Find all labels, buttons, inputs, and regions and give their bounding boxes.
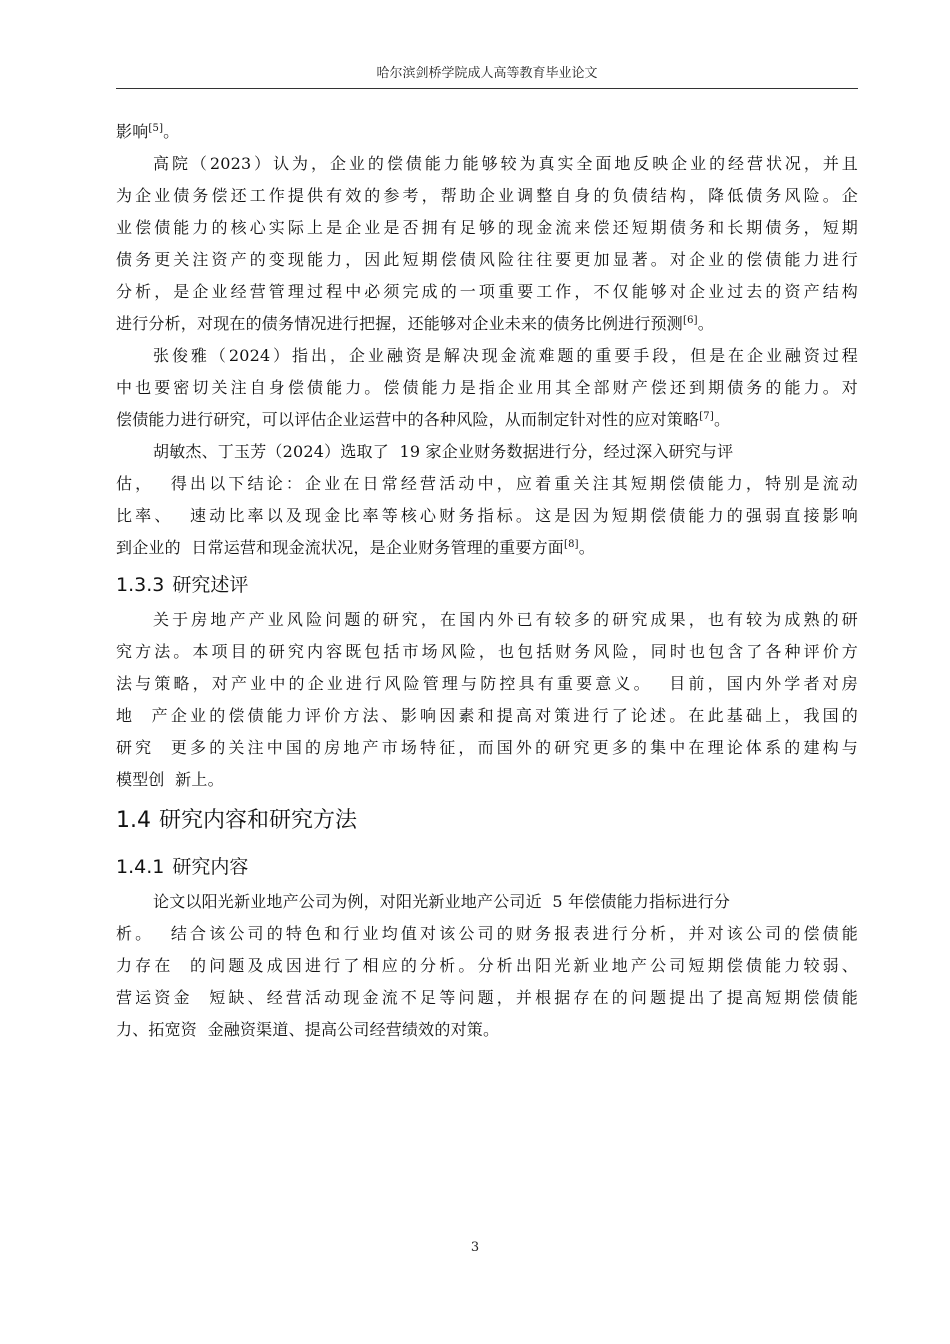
section-heading-1-3-3: 1.3.3 研究述评 [116, 574, 249, 596]
paragraph-review [116, 604, 858, 796]
text-line: 偿债能力进行研究，可以评估企业运营中的各种风险，从而制定针对性的应对策略[7]。 [116, 410, 731, 429]
text-line: 中也要密切关注自身偿债能力。偿债能力是指企业用其全部财产偿还到期债务的能力。对 [116, 378, 858, 397]
paragraph-humingjie [116, 436, 858, 564]
text-line: 关于房地产产业风险问题的研究，在国内外已有较多的研究成果，也有较为成熟的研 [153, 610, 858, 629]
paragraph-research-content [116, 886, 858, 1046]
text-line: 析。 结合该公司的特色和行业均值对该公司的财务报表进行分析，并对该公司的偿债能 [116, 924, 858, 943]
text-line: 估， 得出以下结论：企业在日常经营活动中，应着重关注其短期偿债能力，特别是流动 [116, 474, 858, 493]
text-line: 张俊雅（2024）指出，企业融资是解决现金流难题的重要手段，但是在企业融资过程 [153, 346, 858, 365]
page-number: 3 [470, 1240, 480, 1255]
text-line: 力、拓宽资 金融资渠道、提高公司经营绩效的对策。 [116, 1020, 500, 1039]
citation-marker: [7] [699, 411, 714, 422]
text-line: 胡敏杰、丁玉芳（2024）选取了 19 家企业财务数据进行分，经过深入研究与评 [153, 442, 734, 461]
document-body [116, 116, 858, 1046]
paragraph-gaoyuan [116, 148, 858, 340]
text-line: 比率、 速动比率以及现金比率等核心财务指标。这是因为短期偿债能力的强弱直接影响 [116, 506, 858, 525]
text-line: 研究 更多的关注中国的房地产市场特征，而国外的研究更多的集中在理论体系的建构与 [116, 738, 858, 757]
text-line: 进行分析，对现在的债务情况进行把握，还能够对企业未来的债务比例进行预测[6]。 [116, 314, 714, 333]
header-divider [116, 88, 858, 89]
section-heading-1-4-1: 1.4.1 研究内容 [116, 856, 249, 878]
text-line: 究方法。本项目的研究内容既包括市场风险，也包括财务风险，同时也包含了各种评价方 [116, 642, 858, 661]
text-line: 论文以阳光新业地产公司为例，对阳光新业地产公司近 5 年偿债能力指标进行分 [153, 892, 731, 911]
paragraph-zhangjunya [116, 340, 858, 436]
text-line: 模型创 新上。 [116, 770, 224, 789]
text-line: 力存在 的问题及成因进行了相应的分析。分析出阳光新业地产公司短期偿债能力较弱、 [116, 956, 858, 975]
text-line: 分析，是企业经营管理过程中必须完成的一项重要工作，不仅能够对企业过去的资产结构 [116, 282, 858, 301]
text-line: 为企业债务偿还工作提供有效的参考，帮助企业调整自身的负债结构，降低债务风险。企 [116, 186, 858, 205]
paragraph-continuation [116, 116, 858, 148]
text-line: 债务更关注资产的变现能力，因此短期偿债风险往往要更加显著。对企业的偿债能力进行 [116, 250, 858, 269]
text-line: 到企业的 日常运营和现金流状况，是企业财务管理的重要方面[8]。 [116, 538, 595, 557]
text-line: 高院（2023）认为，企业的偿债能力能够较为真实全面地反映企业的经营状况，并且 [153, 154, 858, 173]
text-line: 业偿债能力的核心实际上是企业是否拥有足够的现金流来偿还短期债务和长期债务，短期 [116, 218, 858, 237]
page-header: 哈尔滨剑桥学院成人高等教育毕业论文 [376, 66, 598, 81]
section-heading-1-4: 1.4 研究内容和研究方法 [116, 808, 358, 833]
text-line: 地 产企业的偿债能力评价方法、影响因素和提高对策进行了论述。在此基础上，我国的 [116, 706, 858, 725]
citation-marker: [8] [563, 539, 579, 550]
text-line: 营运资金 短缺、经营活动现金流不足等问题，并根据存在的问题提出了提高短期偿债能 [116, 988, 858, 1007]
text-line: 影响[5]。 [116, 122, 180, 141]
text-line: 法与策略，对产业中的企业进行风险管理与防控具有重要意义。 目前，国内外学者对房 [116, 674, 858, 693]
citation-marker: [5] [148, 123, 164, 134]
citation-marker: [6] [683, 315, 698, 326]
